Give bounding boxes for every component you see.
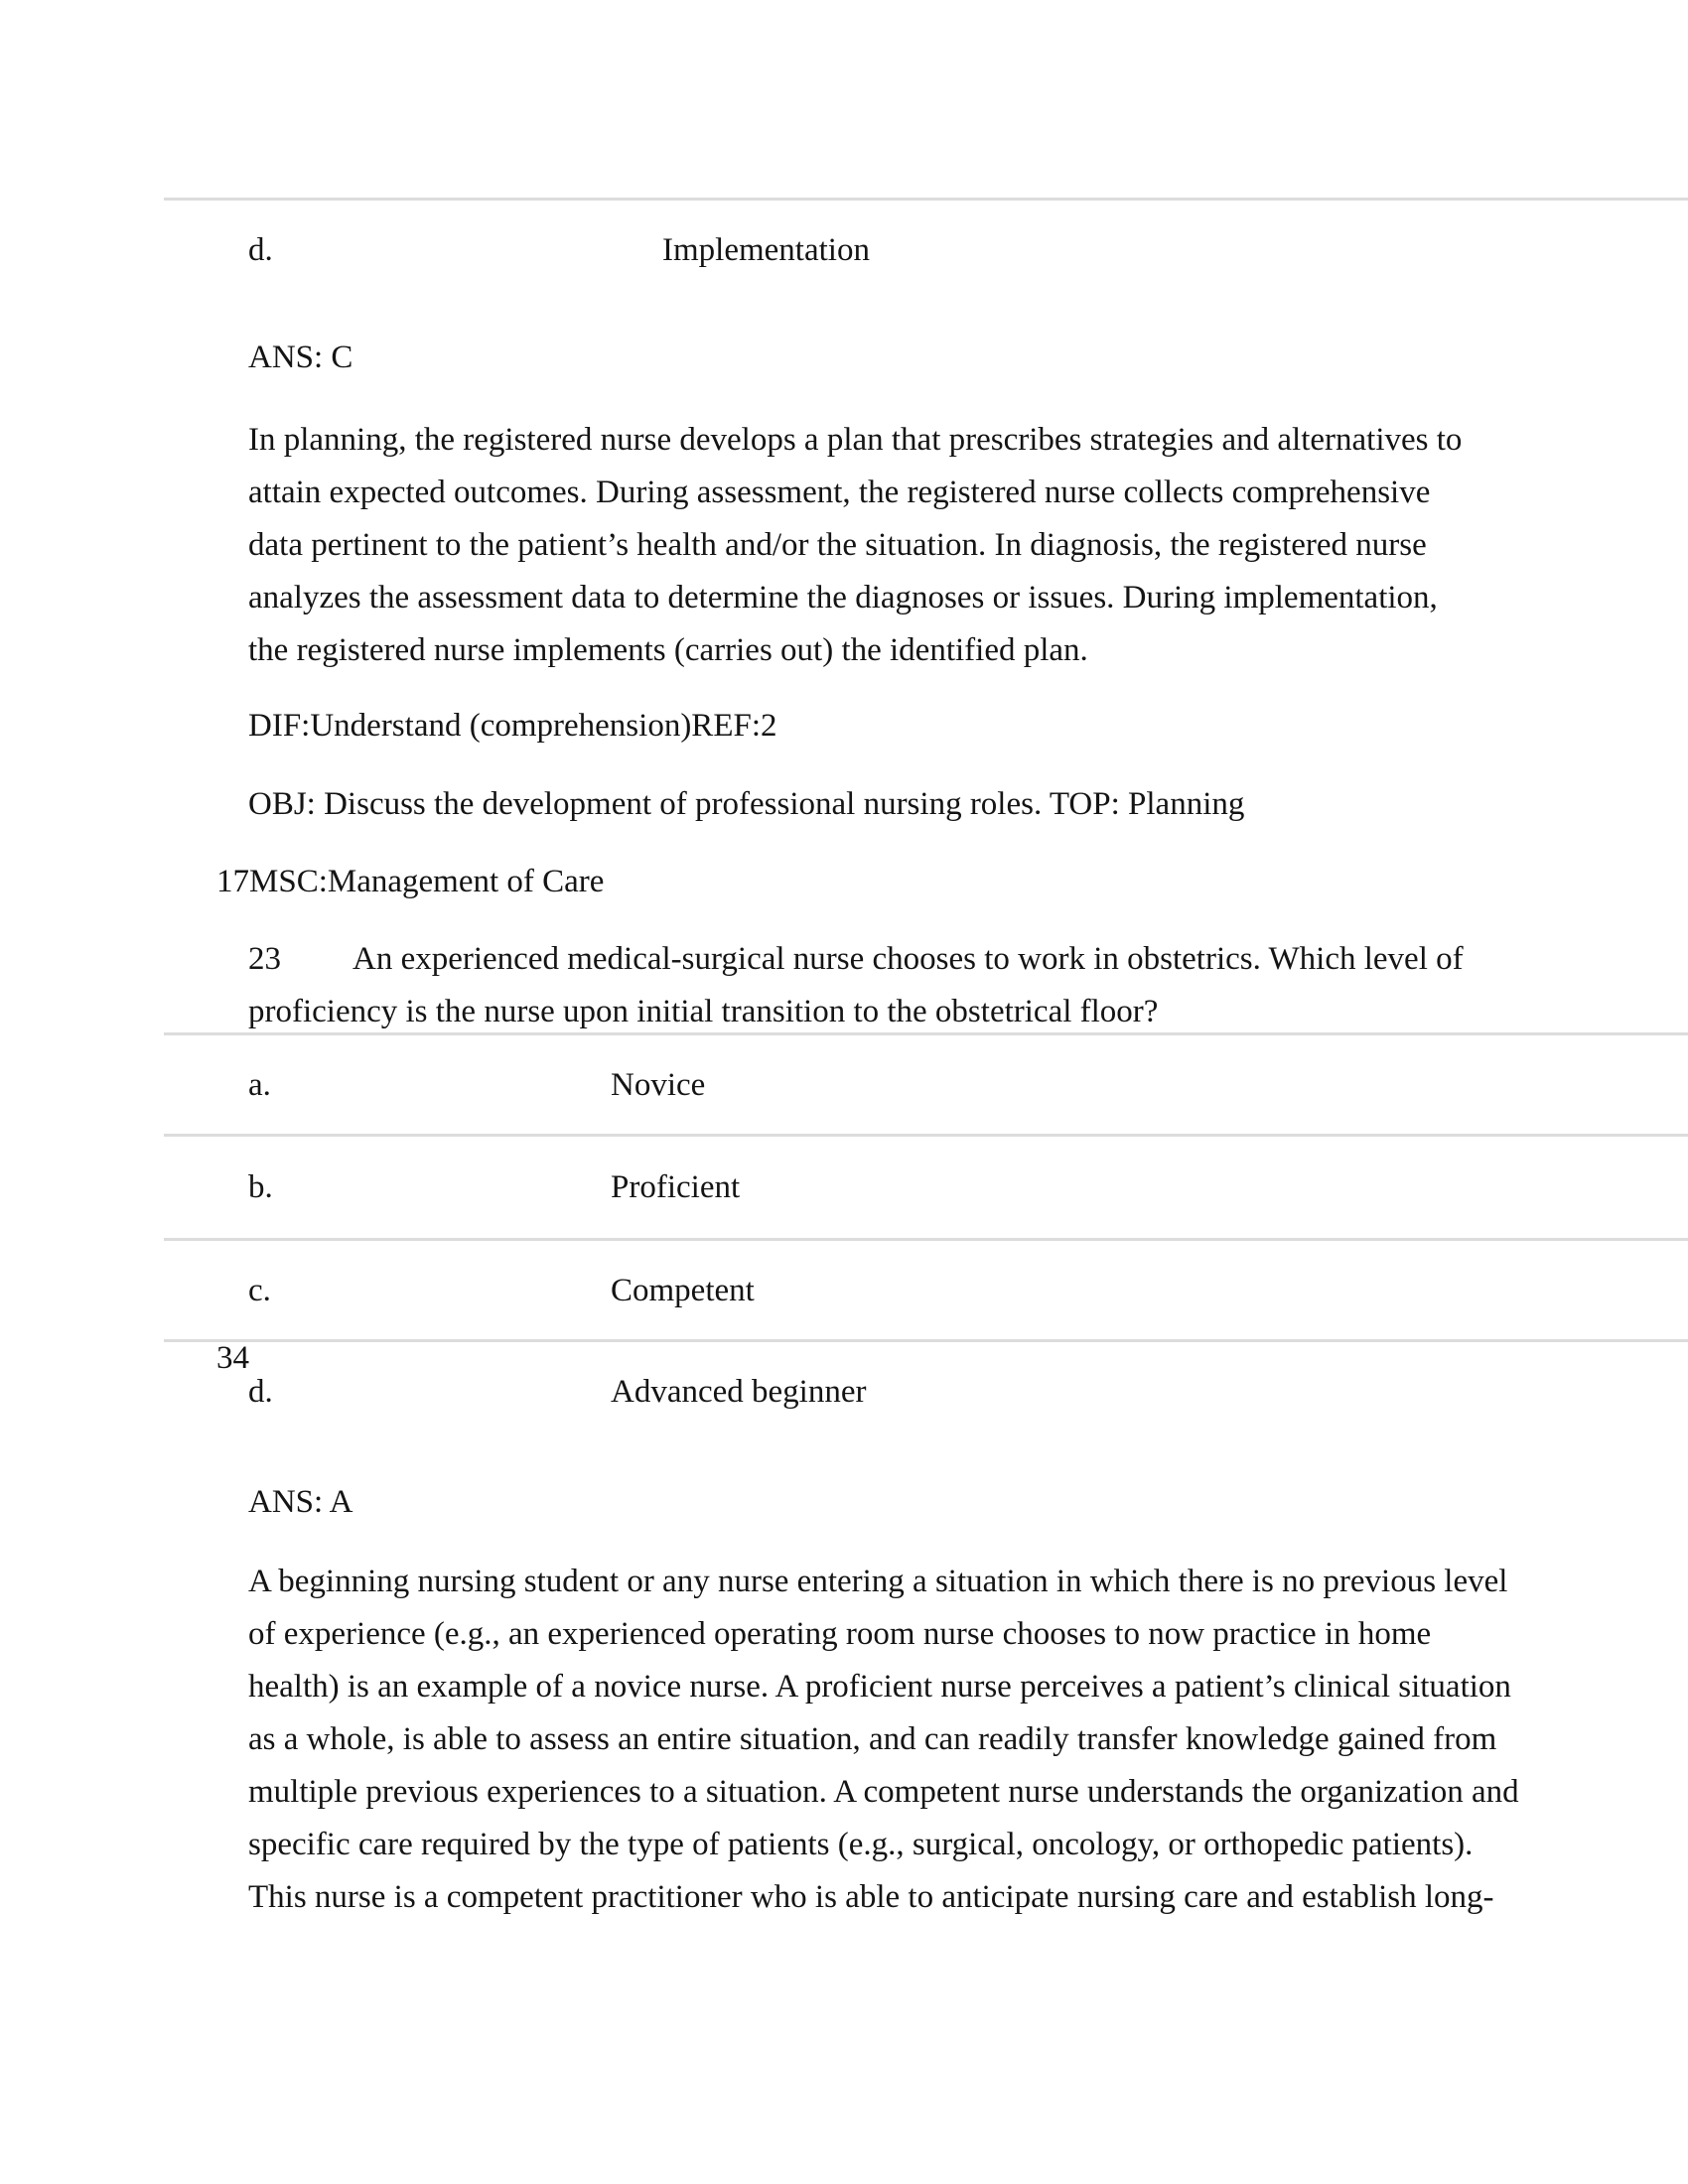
- dif-ref-line: DIF:Understand (comprehension)REF:2: [248, 708, 777, 744]
- option-label: Advanced beginner: [611, 1374, 867, 1410]
- option-letter: c.: [248, 1273, 271, 1308]
- rationale-line: as a whole, is able to assess an entire situation, and can readily transfer knowledge gained from: [248, 1721, 1497, 1757]
- answer-label: ANS: C: [248, 340, 353, 375]
- row-divider: [164, 1238, 1688, 1241]
- row-divider: [164, 1134, 1688, 1137]
- answer-rationale: [248, 414, 1462, 677]
- msc-line: 17MSC:Management of Care: [216, 864, 605, 899]
- row-divider: [164, 198, 1688, 201]
- rationale-line: specific care required by the type of patients (e.g., surgical, oncology, or orthopedic patients).: [248, 1827, 1474, 1862]
- option-letter: b.: [248, 1169, 273, 1205]
- rationale-line: data pertinent to the patient’s health and/or the situation. In diagnosis, the registered nurse: [248, 527, 1427, 563]
- rationale-line: multiple previous experiences to a situation. A competent nurse understands the organization and: [248, 1774, 1519, 1810]
- question-number: 23: [248, 941, 281, 977]
- obj-top-line: OBJ: Discuss the development of professional nursing roles. TOP: Planning: [248, 786, 1245, 822]
- rationale-line: This nurse is a competent practitioner who is able to anticipate nursing care and establish long-: [248, 1879, 1494, 1915]
- option-letter: d.: [248, 1374, 273, 1410]
- answer-label: ANS: A: [248, 1484, 353, 1520]
- rationale-line: attain expected outcomes. During assessment, the registered nurse collects comprehensive: [248, 475, 1431, 510]
- answer-rationale: [248, 1556, 1519, 1924]
- question-text-line: proficiency is the nurse upon initial transition to the obstetrical floor?: [248, 994, 1159, 1029]
- page-number: 34: [216, 1340, 249, 1376]
- option-label: Implementation: [662, 232, 870, 268]
- option-label: Proficient: [611, 1169, 741, 1205]
- row-divider: [164, 1339, 1688, 1342]
- rationale-line: health) is an example of a novice nurse. A proficient nurse perceives a patient’s clinical situation: [248, 1669, 1511, 1705]
- option-label: Novice: [611, 1067, 706, 1103]
- rationale-line: In planning, the registered nurse develops a plan that prescribes strategies and alternatives to: [248, 422, 1463, 458]
- question-text-line: An experienced medical-surgical nurse chooses to work in obstetrics. Which level of: [352, 941, 1464, 977]
- option-row: [248, 224, 273, 277]
- option-letter: a.: [248, 1067, 271, 1103]
- option-letter: d.: [248, 232, 273, 268]
- row-divider: [164, 1032, 1688, 1035]
- option-label: Competent: [611, 1273, 755, 1308]
- rationale-line: A beginning nursing student or any nurse entering a situation in which there is no previous level: [248, 1564, 1508, 1599]
- rationale-line: analyzes the assessment data to determine the diagnoses or issues. During implementation,: [248, 580, 1438, 615]
- rationale-line: of experience (e.g., an experienced operating room nurse chooses to now practice in home: [248, 1616, 1432, 1652]
- rationale-line: the registered nurse implements (carries out) the identified plan.: [248, 632, 1088, 668]
